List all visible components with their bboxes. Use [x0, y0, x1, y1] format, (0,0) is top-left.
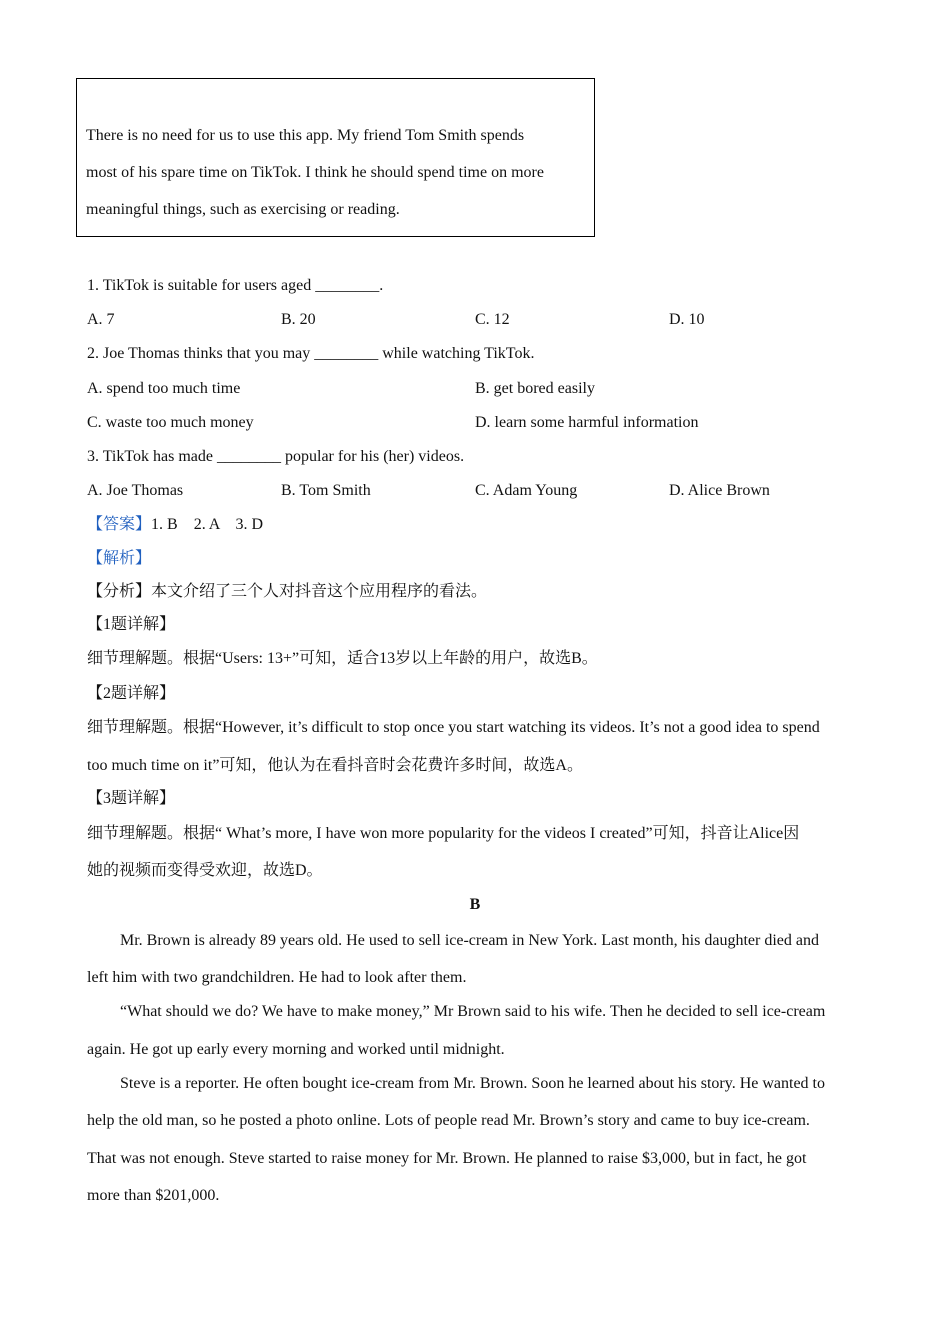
- question-3-option-a: A. Joe Thomas: [87, 482, 184, 499]
- paragraph-1-line: left him with two grandchildren. He had to look after them.: [87, 969, 467, 986]
- passage-line: There is no need for us to use this app. My friend Tom Smith spends: [86, 127, 525, 144]
- question-3-option-b: B. Tom Smith: [281, 482, 371, 499]
- question-2-option-c: C. waste too much money: [87, 414, 254, 431]
- passage-box: [76, 78, 595, 237]
- answer-tag: 【答案】: [87, 516, 152, 533]
- question-3-stem: 3. TikTok has made ________ popular for his (her) videos.: [87, 448, 465, 465]
- answer-text: 1. B 2. A 3. D: [151, 516, 264, 533]
- detail-1-heading: 【1题详解】: [87, 616, 176, 633]
- question-1-option-b: B. 20: [281, 311, 316, 328]
- question-1-option-c: C. 12: [475, 311, 510, 328]
- analysis-tag: 【解析】: [87, 550, 152, 567]
- question-3-option-c: C. Adam Young: [475, 482, 578, 499]
- paragraph-1-line: Mr. Brown is already 89 years old. He used to sell ice-cream in New York. Last month, his daughter died and: [120, 932, 819, 949]
- paragraph-2-line: again. He got up early every morning and worked until midnight.: [87, 1041, 505, 1058]
- paragraph-3-line: more than $201,000.: [87, 1187, 220, 1204]
- detail-3-line: 她的视频而变得受欢迎，故选D。: [87, 862, 323, 879]
- analysis-summary: 【分析】本文介绍了三个人对抖音这个应用程序的看法。: [87, 583, 488, 600]
- detail-3-heading: 【3题详解】: [87, 790, 176, 807]
- passage-line: most of his spare time on TikTok. I think he should spend time on more: [86, 164, 544, 181]
- paragraph-3-line: Steve is a reporter. He often bought ice-cream from Mr. Brown. Soon he learned about his story. He wanted to: [120, 1075, 825, 1092]
- question-2-option-d: D. learn some harmful information: [475, 414, 699, 431]
- answer-line: [87, 515, 263, 535]
- question-3-option-d: D. Alice Brown: [669, 482, 770, 499]
- detail-3-line: 细节理解题。根据“ What’s more, I have won more popularity for the videos I created”可知，抖音让Alice因: [87, 825, 800, 842]
- question-1-stem: 1. TikTok is suitable for users aged ________.: [87, 277, 384, 294]
- passage-line: meaningful things, such as exercising or reading.: [86, 201, 400, 218]
- detail-2-line: too much time on it”可知，他认为在看抖音时会花费许多时间，故选A。: [87, 757, 583, 774]
- question-1-option-d: D. 10: [669, 311, 705, 328]
- question-2-stem: 2. Joe Thomas thinks that you may ________ while watching TikTok.: [87, 345, 535, 362]
- detail-2-heading: 【2题详解】: [87, 685, 176, 702]
- paragraph-2-line: “What should we do? We have to make money,” Mr Brown said to his wife. Then he decided to sell ice-cream: [120, 1003, 826, 1020]
- paragraph-3-line: That was not enough. Steve started to raise money for Mr. Brown. He planned to raise $3,000, but in fact, he got: [87, 1150, 807, 1167]
- paragraph-3-line: help the old man, so he posted a photo online. Lots of people read Mr. Brown’s story and came to buy ice-cream.: [87, 1112, 810, 1129]
- question-1-option-a: A. 7: [87, 311, 115, 328]
- detail-1-line: 细节理解题。根据“Users: 13+”可知，适合13岁以上年龄的用户，故选B。: [87, 650, 598, 667]
- detail-2-line: 细节理解题。根据“However, it’s difficult to stop once you start watching its videos. It’s not a good idea to spend: [87, 719, 820, 736]
- section-b-title: B: [469, 896, 481, 913]
- question-2-option-b: B. get bored easily: [475, 380, 595, 397]
- question-2-option-a: A. spend too much time: [87, 380, 241, 397]
